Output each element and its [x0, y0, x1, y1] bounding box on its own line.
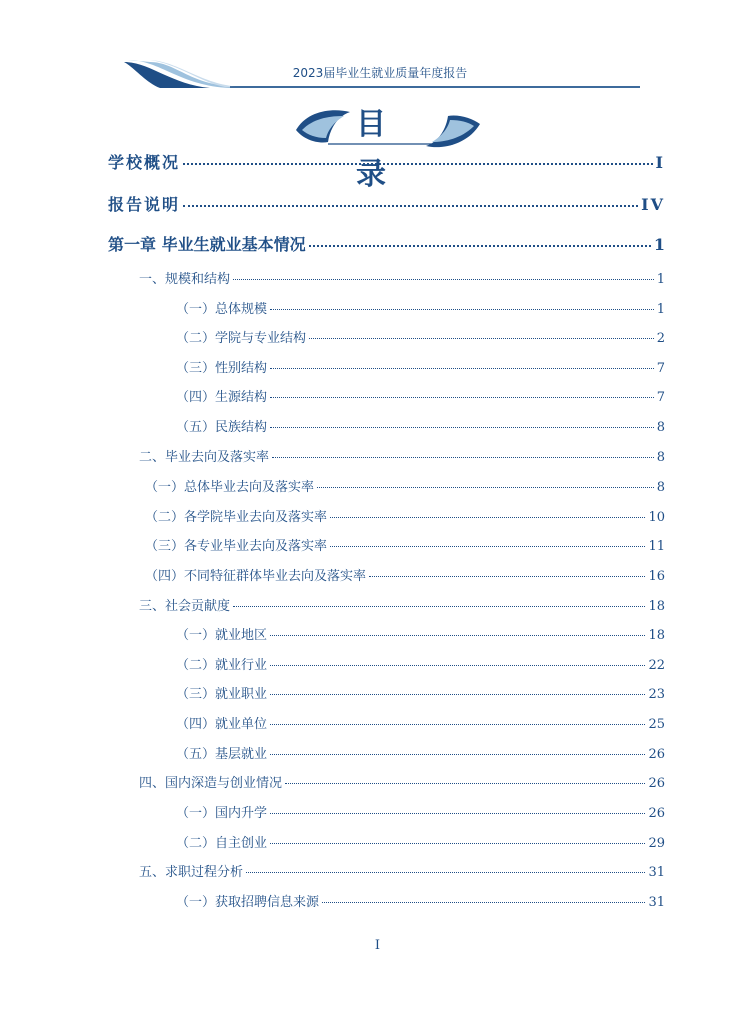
dot-leader	[183, 205, 638, 207]
dot-leader	[233, 279, 654, 280]
toc-entry-section-2[interactable]	[139, 446, 665, 465]
toc-entry-page: 18	[648, 599, 665, 614]
toc-entry-page: 26	[648, 776, 665, 791]
toc-entry-page: 22	[648, 658, 665, 673]
toc-entry-page: 26	[648, 747, 665, 762]
toc-entry-subsection[interactable]	[176, 891, 665, 910]
dot-leader	[270, 813, 645, 814]
dot-leader	[270, 724, 645, 725]
toc-entry-label: （二）学院与专业结构	[176, 331, 307, 346]
dot-leader	[369, 576, 645, 577]
dot-leader	[270, 665, 645, 666]
toc-entry-page: 23	[648, 687, 665, 702]
toc-entry-label: （一）获取招聘信息来源	[176, 895, 320, 910]
toc-entry-label: （五）民族结构	[176, 420, 268, 435]
toc-entry-subsection[interactable]	[176, 386, 665, 405]
dot-leader	[317, 487, 654, 488]
dot-leader	[183, 163, 653, 165]
dot-leader	[272, 457, 654, 458]
toc-entry-page: IV	[641, 195, 665, 214]
dot-leader	[270, 427, 654, 428]
toc-entry-subsection[interactable]	[176, 802, 665, 821]
toc-entry-chapter-1[interactable]	[108, 232, 665, 255]
dot-leader	[270, 368, 654, 369]
toc-entry-label: （三）各专业毕业去向及落实率	[145, 539, 328, 554]
toc-entry-label: （四）就业单位	[176, 717, 268, 732]
toc-entry-page: 1	[656, 272, 665, 287]
dot-leader	[270, 754, 645, 755]
toc-entry-label: 学校概况	[108, 153, 181, 172]
toc-entry-page: I	[655, 153, 665, 172]
toc-entry-subsection[interactable]	[145, 476, 665, 495]
dot-leader	[270, 397, 654, 398]
toc-entry-label: （一）就业地区	[176, 628, 268, 643]
dot-leader	[322, 902, 645, 903]
toc-entry-label: （一）国内升学	[176, 806, 268, 821]
toc-entry-subsection[interactable]	[176, 683, 665, 702]
dot-leader	[270, 843, 645, 844]
toc-entry-label: 一、规模和结构	[139, 272, 231, 287]
toc-entry-page: 1	[656, 302, 665, 317]
toc-entry-label: （二）各学院毕业去向及落实率	[145, 510, 328, 525]
toc-entry-subsection[interactable]	[176, 624, 665, 643]
dot-leader	[309, 245, 651, 247]
toc-entry-section-5[interactable]	[139, 861, 665, 880]
toc-entry-label: （一）总体规模	[176, 302, 268, 317]
dot-leader	[330, 517, 645, 518]
toc-entry-page: 10	[648, 510, 665, 525]
toc-entry-page: 7	[656, 390, 665, 405]
toc-entry-subsection[interactable]	[176, 832, 665, 851]
toc-entry-page: 8	[656, 420, 665, 435]
toc-entry-page: 31	[648, 865, 665, 880]
toc-entry-label: 四、国内深造与创业情况	[139, 776, 283, 791]
toc-entry-label: （一）总体毕业去向及落实率	[145, 480, 315, 495]
toc-entry-label: 报告说明	[108, 195, 181, 214]
toc-entry-label: （三）性别结构	[176, 361, 268, 376]
toc-entry-page: 8	[656, 450, 665, 465]
toc-entry-section-4[interactable]	[139, 772, 665, 791]
toc-entry-label: （二）自主创业	[176, 836, 268, 851]
header-title: 2023届毕业生就业质量年度报告	[292, 66, 468, 80]
toc-entry-page: 18	[648, 628, 665, 643]
toc-entry-section-3[interactable]	[139, 595, 665, 614]
toc-entry-school-overview[interactable]	[108, 150, 665, 173]
toc-entry-subsection[interactable]	[176, 416, 665, 435]
dot-leader	[309, 338, 654, 339]
toc-entry-page: 8	[656, 480, 665, 495]
toc-entry-subsection[interactable]	[145, 565, 665, 584]
toc-entry-subsection[interactable]	[176, 743, 665, 762]
toc-entry-label: 三、社会贡献度	[139, 599, 231, 614]
toc-entry-subsection[interactable]	[145, 506, 665, 525]
dot-leader	[285, 783, 645, 784]
dot-leader	[246, 872, 645, 873]
toc-entry-label: 五、求职过程分析	[139, 865, 244, 880]
toc-entry-subsection[interactable]	[176, 327, 665, 346]
dot-leader	[330, 546, 645, 547]
dot-leader	[270, 635, 645, 636]
toc-entry-page: 26	[648, 806, 665, 821]
toc-entry-label: （四）不同特征群体毕业去向及落实率	[145, 569, 367, 584]
toc-entry-page: 7	[656, 361, 665, 376]
toc-entry-page: 2	[656, 331, 665, 346]
toc-entry-subsection[interactable]	[176, 298, 665, 317]
toc-entry-subsection[interactable]	[145, 535, 665, 554]
toc-entry-page: 11	[648, 539, 665, 554]
toc-entry-label: 第一章 毕业生就业基本情况	[108, 235, 306, 254]
dot-leader	[270, 309, 654, 310]
dot-leader	[270, 694, 645, 695]
toc-entry-label: （三）就业职业	[176, 687, 268, 702]
toc-entry-label: （四）生源结构	[176, 390, 268, 405]
dot-leader	[233, 606, 645, 607]
toc-entry-section-1[interactable]	[139, 268, 665, 287]
toc-entry-page: 16	[648, 569, 665, 584]
page-number: I	[374, 938, 381, 953]
toc-entry-subsection[interactable]	[176, 713, 665, 732]
toc-entry-label: 二、毕业去向及落实率	[139, 450, 270, 465]
toc-entry-subsection[interactable]	[176, 357, 665, 376]
toc-title: 目 录	[356, 107, 404, 192]
toc-entry-label: （二）就业行业	[176, 658, 268, 673]
toc-entry-subsection[interactable]	[176, 654, 665, 673]
toc-entry-report-notes[interactable]	[108, 192, 665, 215]
toc-entry-label: （五）基层就业	[176, 747, 268, 762]
toc-entry-page: 31	[648, 895, 665, 910]
toc-entry-page: 29	[648, 836, 665, 851]
toc-entry-page: 1	[653, 235, 665, 254]
toc-entry-page: 25	[648, 717, 665, 732]
